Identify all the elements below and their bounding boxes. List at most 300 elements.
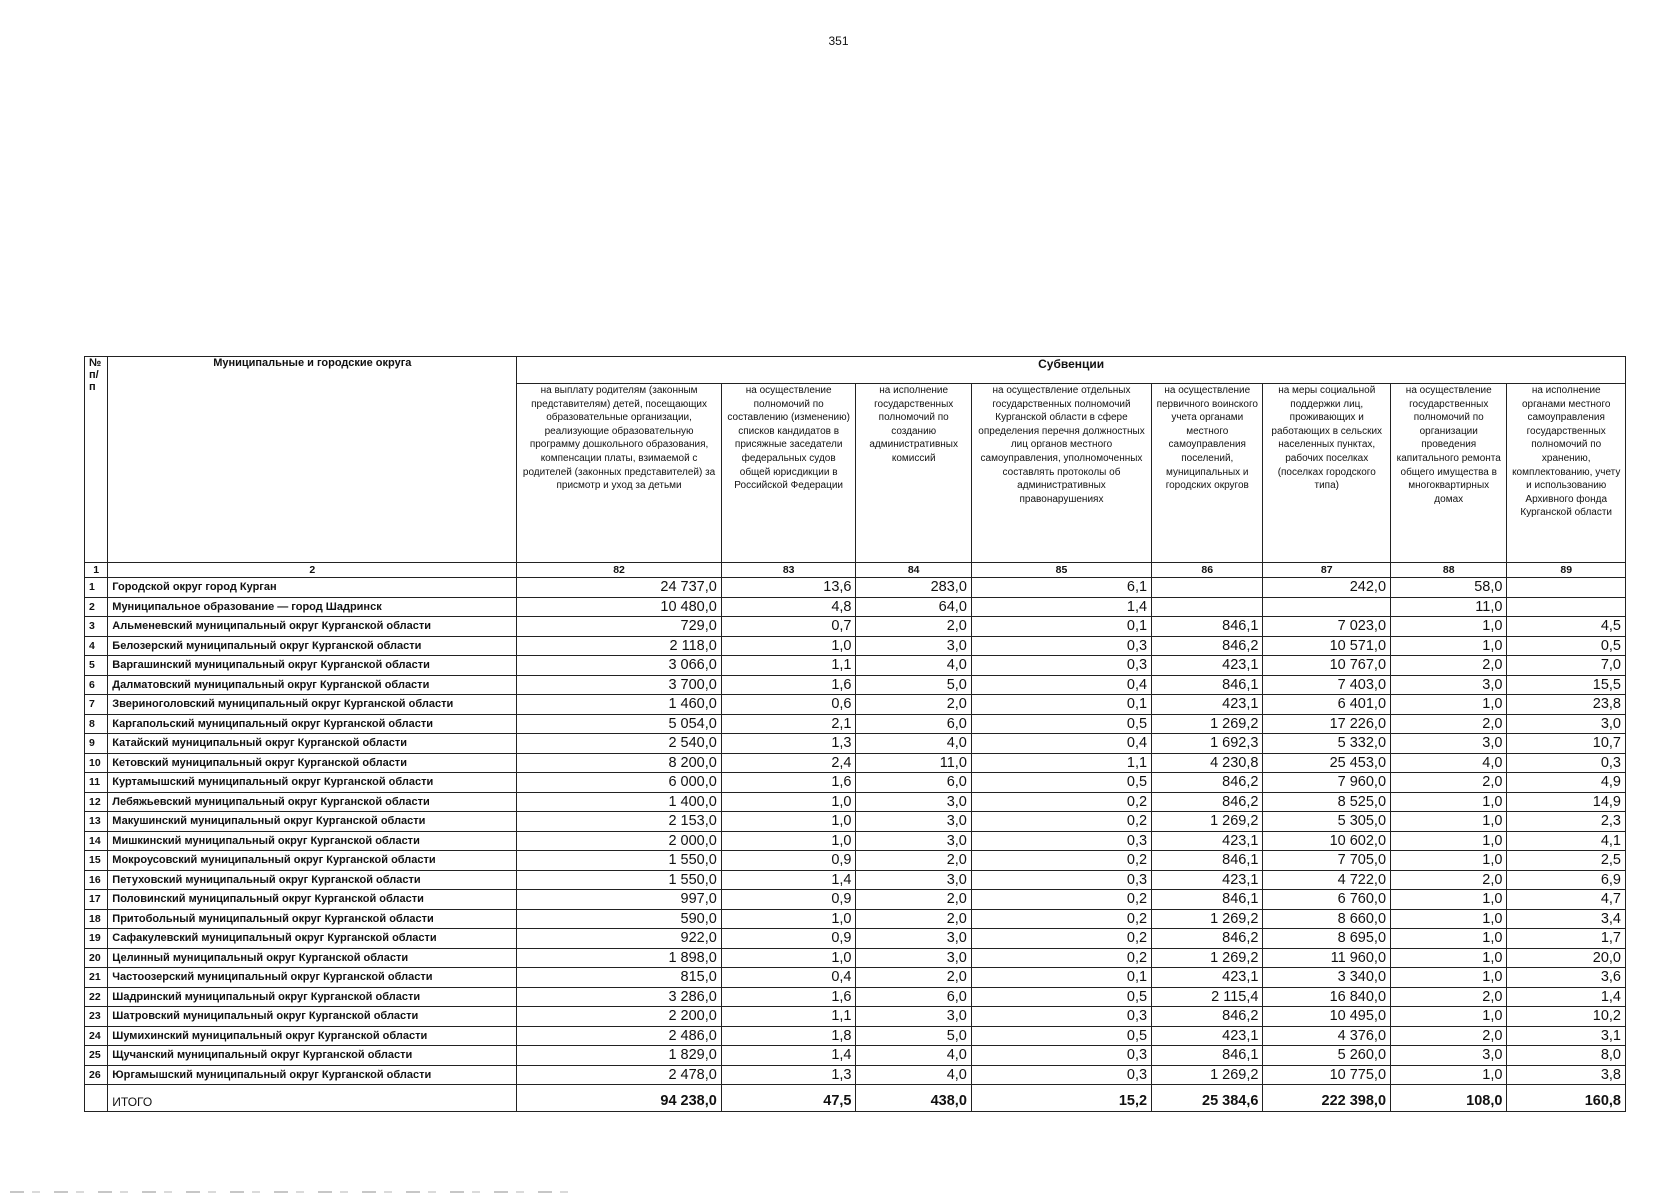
value-cell: 423,1 — [1152, 656, 1263, 676]
value-cell: 1,0 — [1391, 617, 1507, 637]
value-cell: 1,1 — [971, 753, 1151, 773]
municipality-name: Щучанский муниципальный округ Курганской области — [108, 1046, 517, 1066]
header-subvention-col: на осуществление отдельных государственных полномочий Курганской области в сфере определения перечня должностных лиц органов местного самоуправления, уполномоченных составлять протоколы об административных правонарушениях — [971, 384, 1151, 563]
value-cell: 5 260,0 — [1263, 1046, 1391, 1066]
value-cell: 1,0 — [721, 812, 856, 832]
value-cell: 10 480,0 — [517, 597, 722, 617]
row-number: 20 — [85, 948, 108, 968]
value-cell: 1,1 — [721, 1007, 856, 1027]
municipality-name: Шадринский муниципальный округ Курганской области — [108, 987, 517, 1007]
total-value-cell: 15,2 — [971, 1085, 1151, 1112]
value-cell: 1 269,2 — [1152, 714, 1263, 734]
column-number-cell: 83 — [721, 563, 856, 578]
value-cell: 1,0 — [1391, 1007, 1507, 1027]
value-cell: 10 571,0 — [1263, 636, 1391, 656]
value-cell: 1,1 — [721, 656, 856, 676]
value-cell: 3 066,0 — [517, 656, 722, 676]
value-cell: 6 000,0 — [517, 773, 722, 793]
value-cell: 3,0 — [1507, 714, 1626, 734]
table-row — [85, 968, 1626, 988]
table-row — [85, 890, 1626, 910]
value-cell: 8 525,0 — [1263, 792, 1391, 812]
value-cell: 0,2 — [971, 851, 1151, 871]
value-cell: 23,8 — [1507, 695, 1626, 715]
value-cell: 1,4 — [721, 870, 856, 890]
municipality-name: Белозерский муниципальный округ Курганской области — [108, 636, 517, 656]
column-number-cell: 82 — [517, 563, 722, 578]
header-subventions: Субвенции — [517, 357, 1626, 384]
value-cell: 1 460,0 — [517, 695, 722, 715]
municipality-name: Половинский муниципальный округ Курганской области — [108, 890, 517, 910]
municipality-name: Макушинский муниципальный округ Курганской области — [108, 812, 517, 832]
table-row — [85, 617, 1626, 637]
value-cell: 1 269,2 — [1152, 948, 1263, 968]
table-row — [85, 831, 1626, 851]
value-cell: 0,5 — [971, 987, 1151, 1007]
value-cell: 2,0 — [856, 909, 971, 929]
value-cell: 0,4 — [721, 968, 856, 988]
value-cell: 2 200,0 — [517, 1007, 722, 1027]
row-number: 24 — [85, 1026, 108, 1046]
value-cell: 846,2 — [1152, 929, 1263, 949]
table-row — [85, 734, 1626, 754]
value-cell — [1152, 597, 1263, 617]
table-row — [85, 1007, 1626, 1027]
value-cell: 3,0 — [856, 929, 971, 949]
header-subvention-col: на осуществление государственных полномочий по организации проведения капитального ремонта общего имущества в многоквартирных домах — [1391, 384, 1507, 563]
value-cell: 3,0 — [1391, 675, 1507, 695]
value-cell: 4,0 — [856, 656, 971, 676]
value-cell: 2 115,4 — [1152, 987, 1263, 1007]
value-cell: 13,6 — [721, 578, 856, 598]
value-cell: 6,0 — [856, 987, 971, 1007]
value-cell: 5 054,0 — [517, 714, 722, 734]
municipality-name: Варгашинский муниципальный округ Курганской области — [108, 656, 517, 676]
municipality-name: Альменевский муниципальный округ Курганской области — [108, 617, 517, 637]
table-row — [85, 987, 1626, 1007]
value-cell: 4,5 — [1507, 617, 1626, 637]
subventions-table — [84, 356, 1626, 1112]
value-cell: 846,1 — [1152, 1046, 1263, 1066]
value-cell: 423,1 — [1152, 831, 1263, 851]
column-number-cell: 87 — [1263, 563, 1391, 578]
row-number: 19 — [85, 929, 108, 949]
table-header — [85, 357, 1626, 578]
value-cell: 1 269,2 — [1152, 1065, 1263, 1085]
value-cell: 1 898,0 — [517, 948, 722, 968]
value-cell: 4,1 — [1507, 831, 1626, 851]
value-cell: 4,0 — [856, 1065, 971, 1085]
value-cell: 15,5 — [1507, 675, 1626, 695]
row-number: 10 — [85, 753, 108, 773]
value-cell: 8 660,0 — [1263, 909, 1391, 929]
row-number: 14 — [85, 831, 108, 851]
municipality-name: Притобольный муниципальный округ Курганской области — [108, 909, 517, 929]
column-number-cell: 2 — [108, 563, 517, 578]
value-cell: 2,0 — [1391, 714, 1507, 734]
value-cell: 1 550,0 — [517, 851, 722, 871]
value-cell: 1,0 — [1391, 851, 1507, 871]
municipality-name: Целинный муниципальный округ Курганской области — [108, 948, 517, 968]
value-cell: 1 269,2 — [1152, 812, 1263, 832]
municipality-name: Лебяжьевский муниципальный округ Курганской области — [108, 792, 517, 812]
value-cell: 1,0 — [721, 831, 856, 851]
value-cell: 1,0 — [1391, 695, 1507, 715]
value-cell — [1263, 597, 1391, 617]
value-cell: 4,0 — [856, 1046, 971, 1066]
value-cell: 1 269,2 — [1152, 909, 1263, 929]
header-municipality: Муниципальные и городские округа — [108, 357, 517, 563]
value-cell: 0,3 — [1507, 753, 1626, 773]
value-cell: 1,0 — [721, 948, 856, 968]
municipality-name: Далматовский муниципальный округ Курганской области — [108, 675, 517, 695]
header-subvention-col: на исполнение государственных полномочий по созданию административных комиссий — [856, 384, 971, 563]
value-cell: 5,0 — [856, 1026, 971, 1046]
value-cell: 1,0 — [1391, 929, 1507, 949]
table-row — [85, 812, 1626, 832]
value-cell: 1,4 — [721, 1046, 856, 1066]
municipality-name: Куртамышский муниципальный округ Курганской области — [108, 773, 517, 793]
value-cell: 11,0 — [1391, 597, 1507, 617]
value-cell: 0,5 — [971, 714, 1151, 734]
value-cell: 0,3 — [971, 870, 1151, 890]
value-cell: 2,0 — [1391, 1026, 1507, 1046]
row-number: 25 — [85, 1046, 108, 1066]
value-cell: 4,7 — [1507, 890, 1626, 910]
total-value-cell: 47,5 — [721, 1085, 856, 1112]
value-cell: 4 722,0 — [1263, 870, 1391, 890]
value-cell: 0,7 — [721, 617, 856, 637]
value-cell: 2,0 — [856, 890, 971, 910]
value-cell: 0,2 — [971, 948, 1151, 968]
value-cell: 0,3 — [971, 636, 1151, 656]
row-number: 1 — [85, 578, 108, 598]
value-cell: 6 401,0 — [1263, 695, 1391, 715]
value-cell: 2 000,0 — [517, 831, 722, 851]
value-cell: 4 230,8 — [1152, 753, 1263, 773]
value-cell: 242,0 — [1263, 578, 1391, 598]
value-cell: 0,1 — [971, 968, 1151, 988]
value-cell — [1152, 578, 1263, 598]
value-cell: 10 495,0 — [1263, 1007, 1391, 1027]
municipality-name: Юргамышский муниципальный округ Курганской области — [108, 1065, 517, 1085]
value-cell: 846,1 — [1152, 890, 1263, 910]
value-cell: 846,2 — [1152, 773, 1263, 793]
value-cell: 1,0 — [721, 636, 856, 656]
value-cell: 2,4 — [721, 753, 856, 773]
total-value-cell: 94 238,0 — [517, 1085, 722, 1112]
value-cell: 3,4 — [1507, 909, 1626, 929]
value-cell: 1,0 — [1391, 948, 1507, 968]
table-row — [85, 773, 1626, 793]
value-cell: 10 775,0 — [1263, 1065, 1391, 1085]
value-cell: 58,0 — [1391, 578, 1507, 598]
municipality-name: Звериноголовский муниципальный округ Курганской области — [108, 695, 517, 715]
value-cell: 7 023,0 — [1263, 617, 1391, 637]
value-cell: 7 705,0 — [1263, 851, 1391, 871]
row-number: 8 — [85, 714, 108, 734]
table-row — [85, 948, 1626, 968]
value-cell: 2,0 — [1391, 773, 1507, 793]
table-body — [85, 578, 1626, 1112]
value-cell: 3,0 — [1391, 1046, 1507, 1066]
value-cell: 3,0 — [856, 831, 971, 851]
table-row — [85, 1065, 1626, 1085]
value-cell: 1,4 — [971, 597, 1151, 617]
value-cell: 590,0 — [517, 909, 722, 929]
page-number: 351 — [828, 34, 849, 48]
value-cell: 1,0 — [1391, 909, 1507, 929]
value-cell: 6 760,0 — [1263, 890, 1391, 910]
value-cell: 11 960,0 — [1263, 948, 1391, 968]
table-row — [85, 929, 1626, 949]
value-cell: 0,1 — [971, 695, 1151, 715]
value-cell: 2 486,0 — [517, 1026, 722, 1046]
value-cell: 0,3 — [971, 656, 1151, 676]
value-cell: 2,0 — [1391, 987, 1507, 1007]
value-cell: 3,0 — [856, 1007, 971, 1027]
total-label: ИТОГО — [108, 1085, 517, 1112]
municipality-name: Муниципальное образование — город Шадринск — [108, 597, 517, 617]
table-row — [85, 1026, 1626, 1046]
value-cell: 1,0 — [1391, 792, 1507, 812]
value-cell: 3,0 — [856, 636, 971, 656]
value-cell: 6,0 — [856, 714, 971, 734]
value-cell: 8,0 — [1507, 1046, 1626, 1066]
value-cell: 0,9 — [721, 890, 856, 910]
value-cell: 6,0 — [856, 773, 971, 793]
table-row — [85, 675, 1626, 695]
value-cell: 6,1 — [971, 578, 1151, 598]
value-cell: 0,2 — [971, 812, 1151, 832]
value-cell: 8 695,0 — [1263, 929, 1391, 949]
value-cell: 1,3 — [721, 734, 856, 754]
municipality-name: Мишкинский муниципальный округ Курганской области — [108, 831, 517, 851]
value-cell: 17 226,0 — [1263, 714, 1391, 734]
value-cell: 2,0 — [856, 968, 971, 988]
municipality-name: Частоозерский муниципальный округ Курганской области — [108, 968, 517, 988]
value-cell: 0,3 — [971, 1046, 1151, 1066]
value-cell — [1507, 578, 1626, 598]
column-number-cell: 86 — [1152, 563, 1263, 578]
value-cell: 3,6 — [1507, 968, 1626, 988]
value-cell: 2 118,0 — [517, 636, 722, 656]
value-cell: 1,8 — [721, 1026, 856, 1046]
table-row — [85, 753, 1626, 773]
value-cell: 3,0 — [856, 948, 971, 968]
value-cell: 0,4 — [971, 675, 1151, 695]
value-cell: 8 200,0 — [517, 753, 722, 773]
value-cell: 1,0 — [1391, 968, 1507, 988]
municipality-name: Мокроусовский муниципальный округ Курганской области — [108, 851, 517, 871]
scan-artifact — [10, 1191, 570, 1193]
header-subvention-col: на меры социальной поддержки лиц, проживающих и работающих в сельских населенных пунктах, рабочих поселках (поселках городского типа) — [1263, 384, 1391, 563]
value-cell: 16 840,0 — [1263, 987, 1391, 1007]
value-cell: 5,0 — [856, 675, 971, 695]
row-number: 6 — [85, 675, 108, 695]
value-cell: 846,2 — [1152, 1007, 1263, 1027]
table-row — [85, 1046, 1626, 1066]
header-subvention-col: на осуществление полномочий по составлению (изменению) списков кандидатов в присяжные заседатели федеральных судов общей юрисдикции в Российской Федерации — [721, 384, 856, 563]
value-cell: 0,5 — [971, 1026, 1151, 1046]
value-cell: 4,0 — [856, 734, 971, 754]
column-number-cell: 84 — [856, 563, 971, 578]
municipality-name: Кетовский муниципальный округ Курганской области — [108, 753, 517, 773]
value-cell: 25 453,0 — [1263, 753, 1391, 773]
value-cell: 2,5 — [1507, 851, 1626, 871]
row-number: 9 — [85, 734, 108, 754]
row-number: 3 — [85, 617, 108, 637]
value-cell: 0,2 — [971, 909, 1151, 929]
municipality-name: Сафакулевский муниципальный округ Курганской области — [108, 929, 517, 949]
value-cell: 0,9 — [721, 851, 856, 871]
value-cell: 5 332,0 — [1263, 734, 1391, 754]
row-number: 17 — [85, 890, 108, 910]
value-cell: 846,2 — [1152, 636, 1263, 656]
header-subvention-col: на исполнение органами местного самоуправления государственных полномочий по хранению, комплектованию, учету и использованию Архивного фонда Курганской области — [1507, 384, 1626, 563]
value-cell: 1,0 — [1391, 812, 1507, 832]
value-cell: 2 540,0 — [517, 734, 722, 754]
municipality-name: Петуховский муниципальный округ Курганской области — [108, 870, 517, 890]
value-cell: 24 737,0 — [517, 578, 722, 598]
value-cell: 2,0 — [1391, 656, 1507, 676]
value-cell: 7 403,0 — [1263, 675, 1391, 695]
value-cell: 0,1 — [971, 617, 1151, 637]
value-cell: 7 960,0 — [1263, 773, 1391, 793]
table-row — [85, 909, 1626, 929]
table-row — [85, 714, 1626, 734]
value-cell: 5 305,0 — [1263, 812, 1391, 832]
value-cell: 423,1 — [1152, 1026, 1263, 1046]
value-cell: 3,8 — [1507, 1065, 1626, 1085]
value-cell: 0,6 — [721, 695, 856, 715]
row-number: 12 — [85, 792, 108, 812]
total-value-cell: 438,0 — [856, 1085, 971, 1112]
value-cell: 10,7 — [1507, 734, 1626, 754]
row-number: 21 — [85, 968, 108, 988]
value-cell: 1 829,0 — [517, 1046, 722, 1066]
column-number-cell: 88 — [1391, 563, 1507, 578]
value-cell: 1,4 — [1507, 987, 1626, 1007]
value-cell: 1,0 — [721, 909, 856, 929]
value-cell: 423,1 — [1152, 968, 1263, 988]
value-cell: 4,8 — [721, 597, 856, 617]
value-cell: 0,2 — [971, 890, 1151, 910]
value-cell: 2,0 — [1391, 870, 1507, 890]
value-cell: 846,2 — [1152, 792, 1263, 812]
row-number: 2 — [85, 597, 108, 617]
value-cell: 1,7 — [1507, 929, 1626, 949]
row-number: 11 — [85, 773, 108, 793]
municipality-name: Шатровский муниципальный округ Курганской области — [108, 1007, 517, 1027]
value-cell: 0,2 — [971, 929, 1151, 949]
column-number-cell: 85 — [971, 563, 1151, 578]
value-cell: 283,0 — [856, 578, 971, 598]
value-cell: 2,0 — [856, 617, 971, 637]
total-number-cell — [85, 1085, 108, 1112]
row-number: 4 — [85, 636, 108, 656]
table-row — [85, 851, 1626, 871]
header-row-number: № п/п — [85, 357, 108, 563]
value-cell: 3,0 — [1391, 734, 1507, 754]
value-cell: 1 692,3 — [1152, 734, 1263, 754]
value-cell: 2,1 — [721, 714, 856, 734]
value-cell: 1,3 — [721, 1065, 856, 1085]
municipality-name: Катайский муниципальный округ Курганской области — [108, 734, 517, 754]
value-cell: 4,9 — [1507, 773, 1626, 793]
municipality-name: Каргапольский муниципальный округ Курганской области — [108, 714, 517, 734]
table-row — [85, 695, 1626, 715]
value-cell: 0,3 — [971, 1065, 1151, 1085]
value-cell: 2,3 — [1507, 812, 1626, 832]
value-cell: 0,3 — [971, 831, 1151, 851]
table-row — [85, 792, 1626, 812]
municipality-name: Городской округ город Курган — [108, 578, 517, 598]
value-cell: 3,1 — [1507, 1026, 1626, 1046]
value-cell: 1,0 — [1391, 1065, 1507, 1085]
row-number: 23 — [85, 1007, 108, 1027]
value-cell: 3 700,0 — [517, 675, 722, 695]
value-cell: 1 550,0 — [517, 870, 722, 890]
value-cell: 2 153,0 — [517, 812, 722, 832]
value-cell: 997,0 — [517, 890, 722, 910]
column-number-cell: 89 — [1507, 563, 1626, 578]
column-number-cell: 1 — [85, 563, 108, 578]
value-cell: 14,9 — [1507, 792, 1626, 812]
total-value-cell: 222 398,0 — [1263, 1085, 1391, 1112]
value-cell: 3 340,0 — [1263, 968, 1391, 988]
value-cell — [1507, 597, 1626, 617]
value-cell: 729,0 — [517, 617, 722, 637]
column-numbers-row — [85, 563, 1626, 578]
value-cell: 1 400,0 — [517, 792, 722, 812]
table-row — [85, 870, 1626, 890]
value-cell: 7,0 — [1507, 656, 1626, 676]
value-cell: 1,6 — [721, 987, 856, 1007]
value-cell: 4,0 — [1391, 753, 1507, 773]
value-cell: 64,0 — [856, 597, 971, 617]
value-cell: 3,0 — [856, 870, 971, 890]
value-cell: 1,6 — [721, 773, 856, 793]
value-cell: 2,0 — [856, 695, 971, 715]
row-number: 16 — [85, 870, 108, 890]
row-number: 13 — [85, 812, 108, 832]
value-cell: 423,1 — [1152, 870, 1263, 890]
value-cell: 10 602,0 — [1263, 831, 1391, 851]
row-number: 22 — [85, 987, 108, 1007]
value-cell: 10 767,0 — [1263, 656, 1391, 676]
value-cell: 846,1 — [1152, 617, 1263, 637]
value-cell: 3,0 — [856, 812, 971, 832]
value-cell: 4 376,0 — [1263, 1026, 1391, 1046]
value-cell: 3 286,0 — [517, 987, 722, 1007]
value-cell: 846,1 — [1152, 675, 1263, 695]
value-cell: 423,1 — [1152, 695, 1263, 715]
value-cell: 0,4 — [971, 734, 1151, 754]
value-cell: 2,0 — [856, 851, 971, 871]
value-cell: 1,0 — [1391, 890, 1507, 910]
value-cell: 0,9 — [721, 929, 856, 949]
value-cell: 3,0 — [856, 792, 971, 812]
value-cell: 0,2 — [971, 792, 1151, 812]
table-row — [85, 636, 1626, 656]
value-cell: 1,6 — [721, 675, 856, 695]
header-subvention-col: на осуществление первичного воинского учета органами местного самоуправления поселений, муниципальных и городских округов — [1152, 384, 1263, 563]
value-cell: 922,0 — [517, 929, 722, 949]
value-cell: 1,0 — [1391, 636, 1507, 656]
total-value-cell: 25 384,6 — [1152, 1085, 1263, 1112]
value-cell: 846,1 — [1152, 851, 1263, 871]
